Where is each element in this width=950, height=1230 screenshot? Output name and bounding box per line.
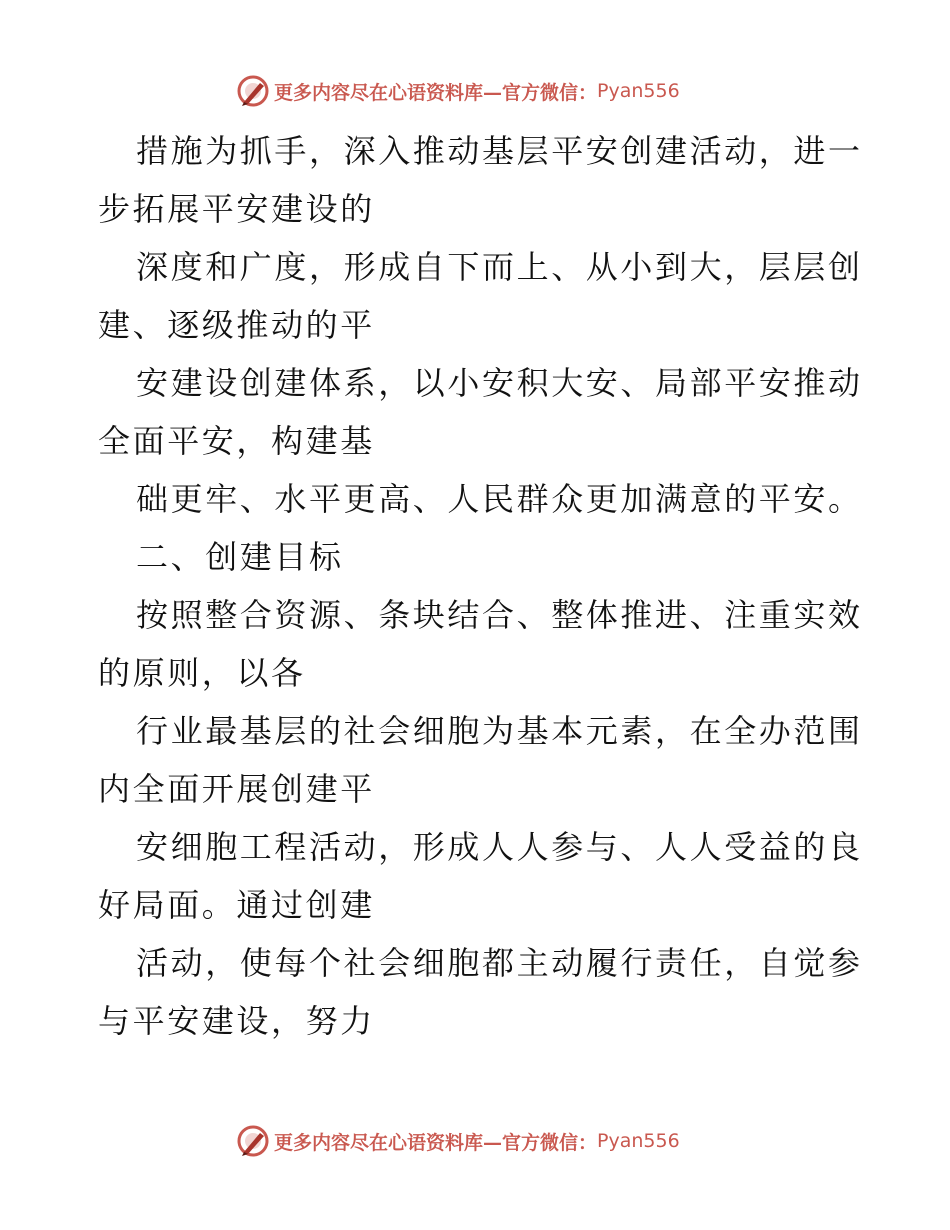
section-heading: 二、创建目标	[136, 538, 344, 576]
footer-watermark	[236, 1124, 680, 1158]
watermark-text: 更多内容尽在心语资料库—官方微信：	[274, 81, 598, 104]
text-line: 与平安建设，努力	[98, 1002, 375, 1040]
document-body	[98, 122, 863, 1050]
text-line: 措施为抓手，深入推动基层平安创建活动，进一	[136, 132, 863, 170]
watermark-wechat-id: Pyan556	[597, 80, 680, 102]
watermark-text: 更多内容尽在心语资料库—官方微信：	[274, 1131, 598, 1154]
text-line: 安细胞工程活动，形成人人参与、人人受益的良	[136, 828, 863, 866]
text-line: 深度和广度，形成自下而上、从小到大，层层创	[136, 248, 863, 286]
watermark-wechat-id: Pyan556	[597, 1130, 680, 1152]
text-line: 安建设创建体系，以小安积大安、局部平安推动	[136, 364, 863, 402]
text-line: 内全面开展创建平	[98, 770, 375, 808]
text-line: 建、逐级推动的平	[98, 306, 375, 344]
text-line: 行业最基层的社会细胞为基本元素，在全办范围	[136, 712, 863, 750]
text-line: 好局面。通过创建	[98, 886, 375, 924]
text-line: 础更牢、水平更高、人民群众更加满意的平安。	[136, 480, 863, 518]
text-line: 的原则，以各	[98, 654, 306, 692]
pen-circle-logo-icon	[236, 1124, 270, 1158]
header-watermark	[236, 74, 680, 108]
text-line: 全面平安，构建基	[98, 422, 375, 460]
text-line: 按照整合资源、条块结合、整体推进、注重实效	[136, 596, 863, 634]
pen-circle-logo-icon	[236, 74, 270, 108]
text-line: 步拓展平安建设的	[98, 190, 375, 228]
text-line: 活动，使每个社会细胞都主动履行责任，自觉参	[136, 944, 863, 982]
